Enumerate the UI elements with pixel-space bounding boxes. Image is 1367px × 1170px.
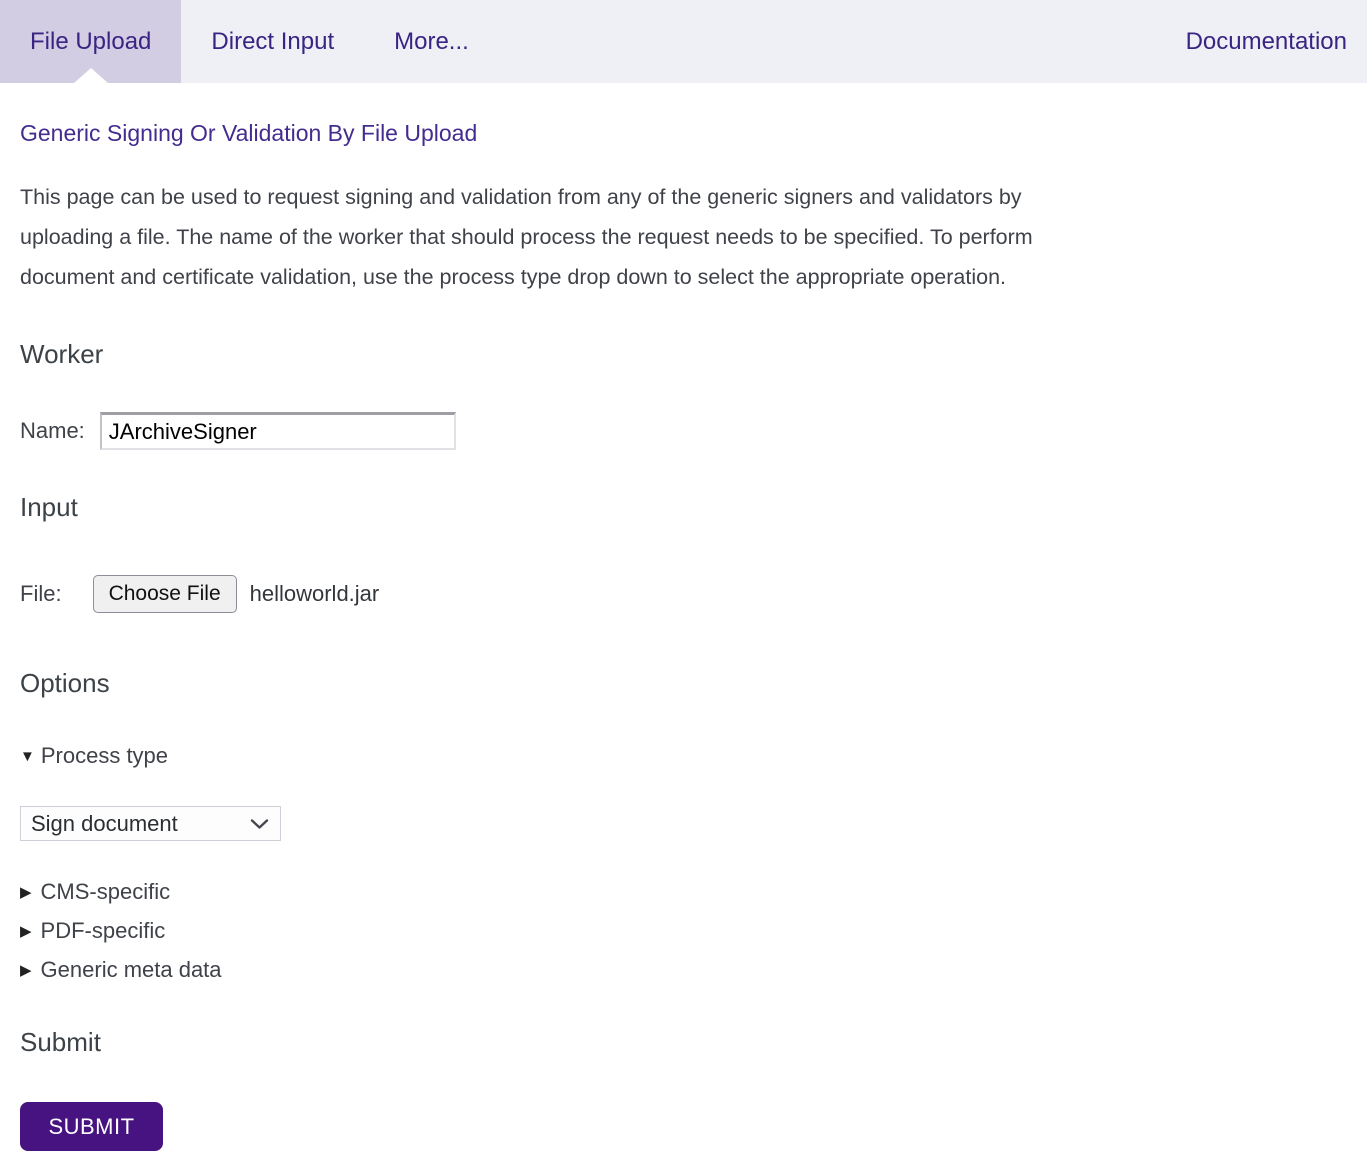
triangle-right-icon: ▶ (20, 961, 32, 979)
active-tab-notch-icon (74, 68, 108, 83)
nav-tab-more-label: More... (394, 27, 469, 55)
nav-tab-file-upload[interactable] (0, 0, 181, 83)
nav-link-documentation[interactable]: Documentation (1185, 27, 1347, 55)
description-line: uploading a file. The name of the worker that should process the request needs to be specified. To perform (20, 225, 1033, 249)
cms-specific-summary-label: CMS-specific (40, 879, 171, 904)
file-input-row (20, 575, 1347, 613)
description-line: This page can be used to request signing and validation from any of the generic signers and validators by (20, 185, 1022, 209)
description-line: document and certificate validation, use the process type drop down to select the appropriate operation. (20, 265, 1007, 289)
triangle-right-icon: ▶ (20, 883, 32, 901)
pdf-specific-summary-label: PDF-specific (40, 918, 166, 943)
submit-section-heading: Submit (20, 1027, 101, 1057)
nav-tab-direct-input-label: Direct Input (211, 27, 335, 55)
input-section-heading: Input (20, 492, 78, 522)
choose-file-button[interactable]: Choose File (93, 575, 237, 613)
details-generic-meta-data[interactable] (20, 957, 1347, 983)
triangle-down-icon: ▼ (20, 747, 35, 765)
file-label: File: (20, 581, 62, 606)
worker-name-row (20, 412, 1347, 450)
worker-section-heading: Worker (20, 339, 104, 369)
generic-meta-data-summary-label: Generic meta data (40, 957, 222, 982)
page-description (20, 177, 1347, 297)
selected-file-name: helloworld.jar (249, 581, 380, 606)
submit-button[interactable]: SUBMIT (20, 1102, 163, 1151)
details-cms-specific[interactable] (20, 879, 1347, 905)
worker-name-input[interactable] (100, 412, 456, 450)
worker-name-label: Name: (20, 418, 85, 443)
options-section-heading: Options (20, 668, 110, 698)
process-type-summary-label: Process type (40, 743, 169, 768)
nav-tab-file-upload-label: File Upload (30, 27, 152, 55)
page-title: Generic Signing Or Validation By File Upload (20, 120, 478, 146)
details-pdf-specific[interactable] (20, 918, 1347, 944)
top-nav (0, 0, 1367, 83)
nav-tab-more[interactable] (364, 0, 499, 83)
main-content (0, 120, 1367, 1168)
process-type-select[interactable] (20, 806, 281, 841)
nav-tab-direct-input[interactable] (181, 0, 364, 83)
details-process-type[interactable] (20, 743, 1347, 769)
triangle-right-icon: ▶ (20, 922, 32, 940)
process-type-select-wrap (20, 806, 281, 841)
